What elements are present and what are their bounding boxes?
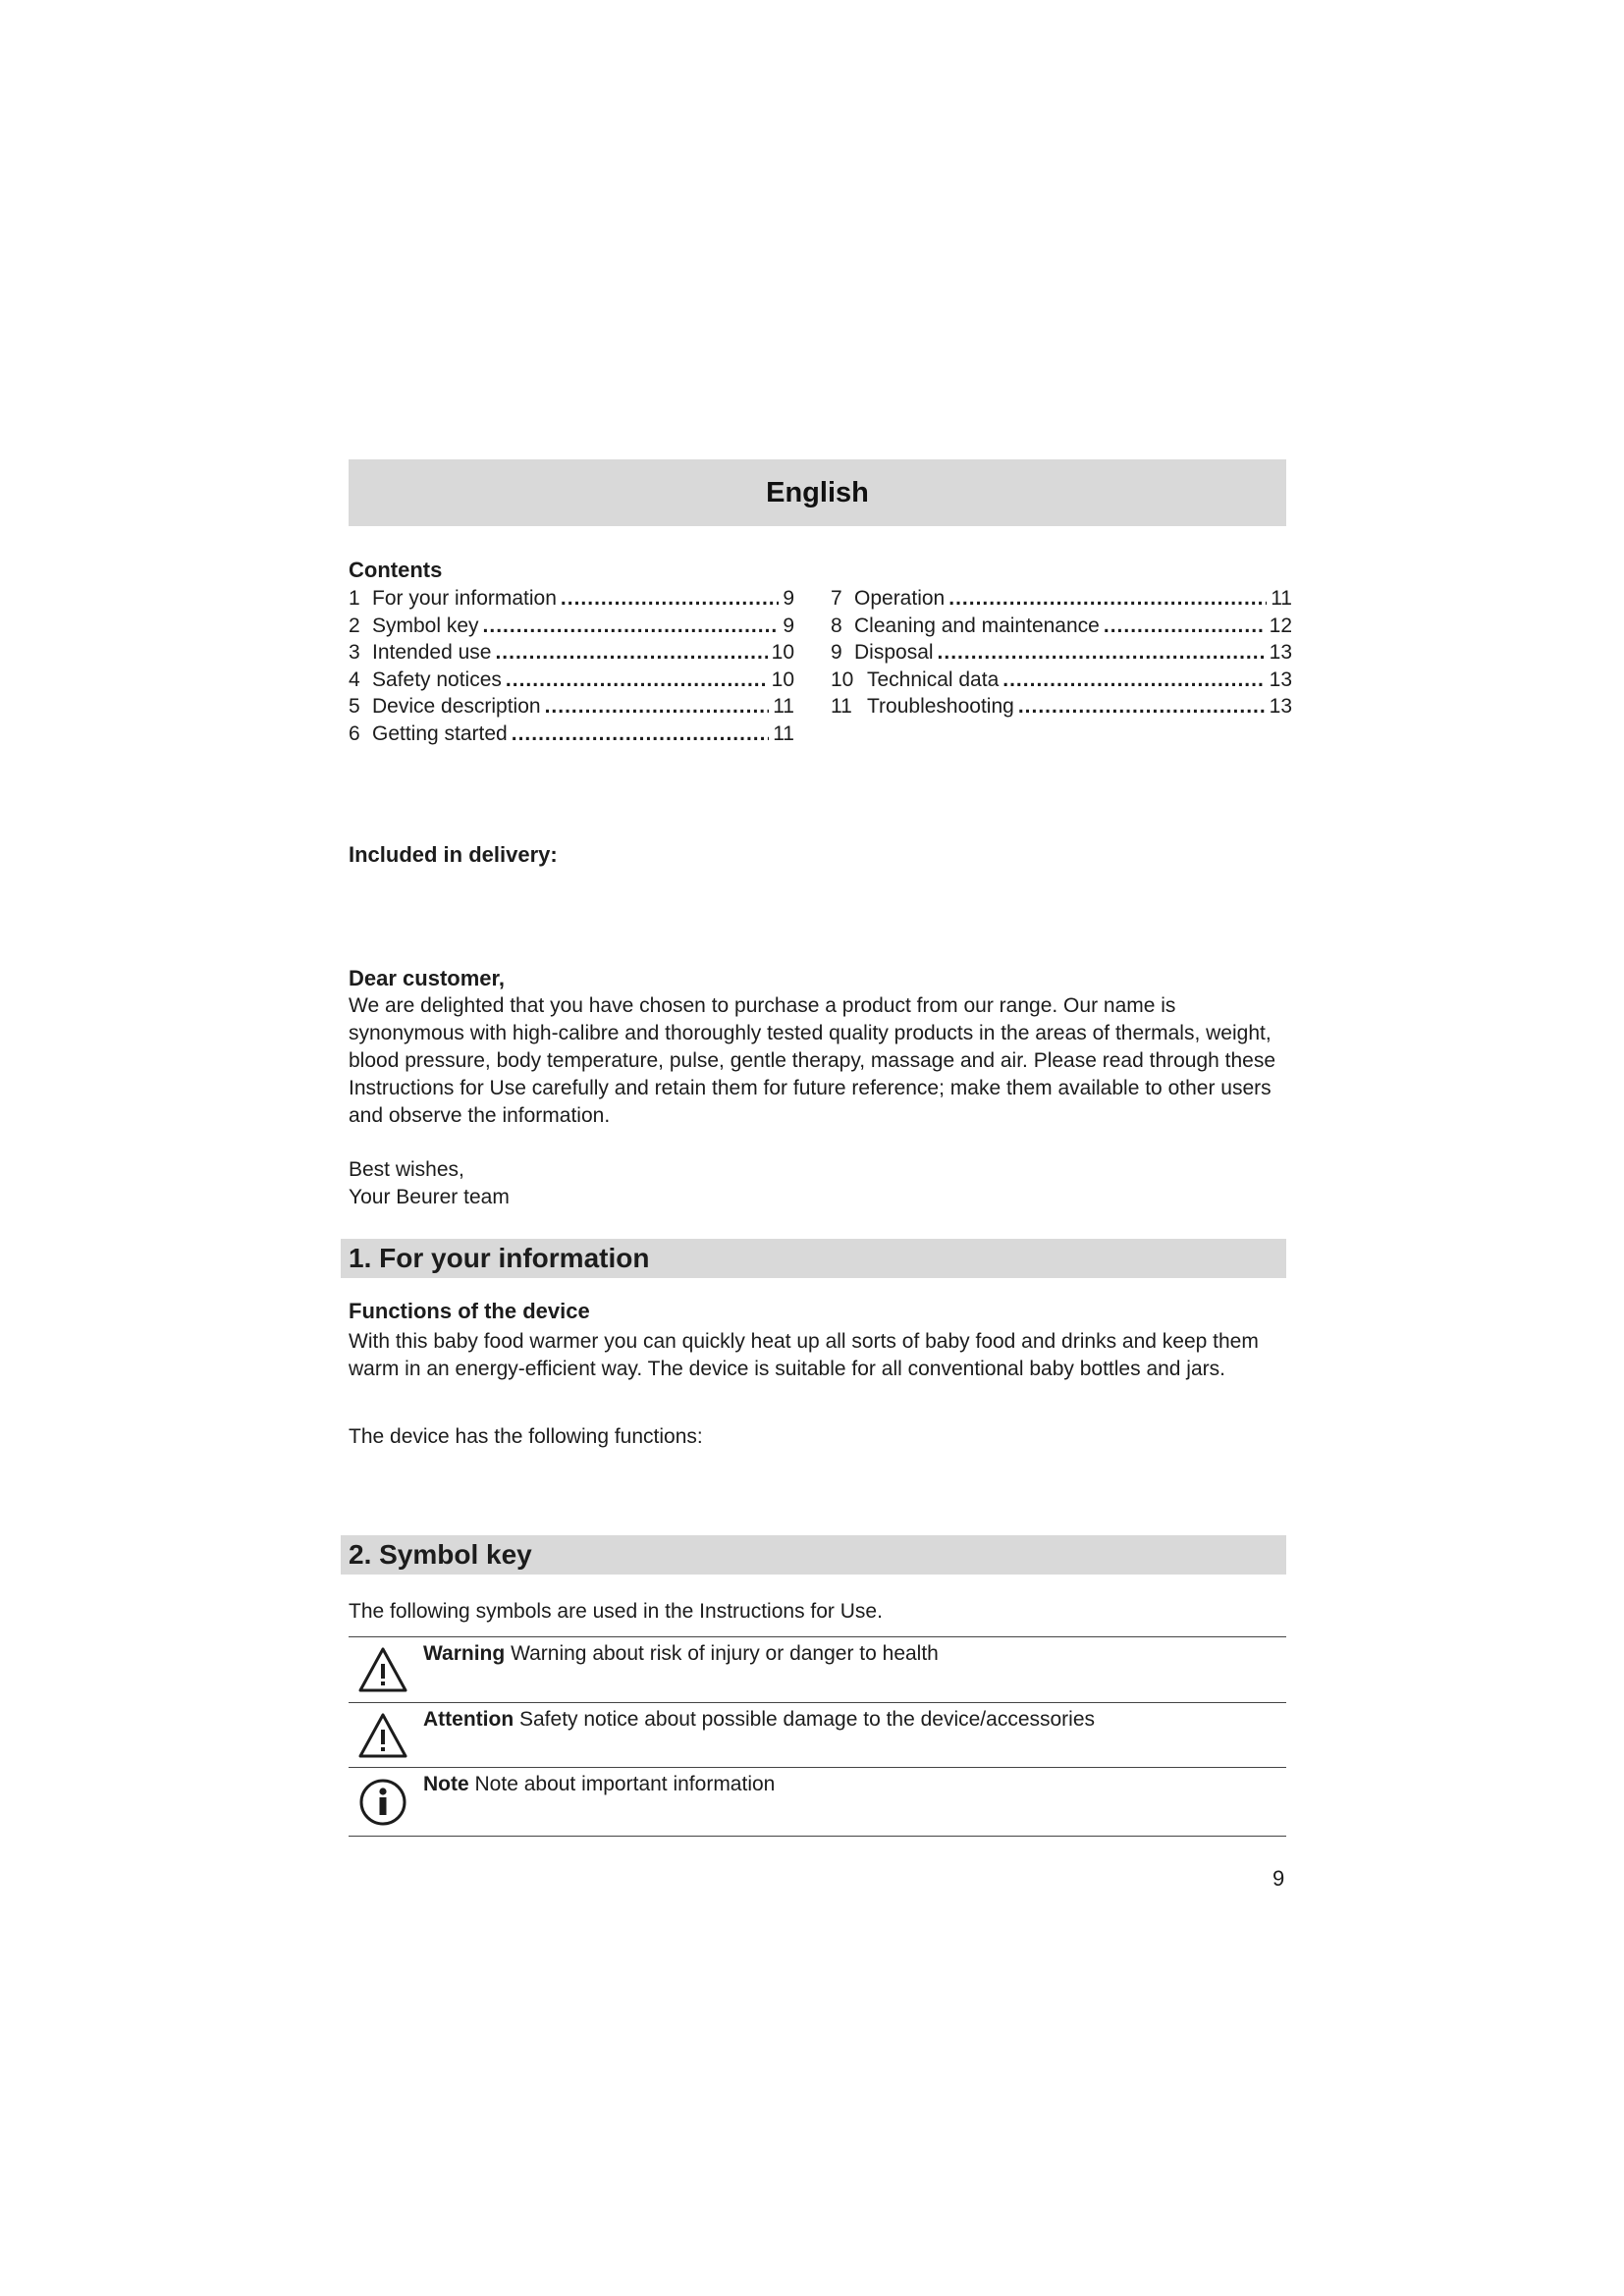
page-number: 9 <box>1272 1866 1285 1891</box>
toc-entry[interactable] <box>831 667 1292 694</box>
toc-entry-number: 11 <box>831 695 852 718</box>
table-divider <box>349 1836 1286 1837</box>
closing-signature: Your Beurer team <box>349 1186 510 1208</box>
symbol-description <box>423 1708 1095 1732</box>
section-heading-text: 1. For your information <box>349 1243 650 1273</box>
included-in-delivery-title: Included in delivery: <box>349 842 558 867</box>
toc-entry-page: 11 <box>1271 587 1292 610</box>
toc-entry[interactable] <box>349 721 794 748</box>
symbol-description <box>423 1642 939 1666</box>
toc-entry-number: 10 <box>831 667 854 691</box>
toc-entry-number: 8 <box>831 614 842 637</box>
toc-leader-dots <box>506 667 768 694</box>
symbol-term: Attention <box>423 1708 514 1731</box>
toc-leader-dots <box>561 585 779 613</box>
symbol-desc: Note about important information <box>474 1773 776 1795</box>
symbol-term: Warning <box>423 1642 506 1665</box>
toc-entry-label: For your information <box>372 587 557 610</box>
toc-entry-number: 4 <box>349 667 360 691</box>
symbol-description <box>423 1773 775 1796</box>
toc-entry[interactable] <box>349 667 794 694</box>
symbol-row-warning <box>349 1636 1286 1699</box>
toc-leader-dots <box>545 693 770 721</box>
functions-lead: The device has the following functions: <box>349 1425 703 1448</box>
attention-triangle-icon <box>358 1712 407 1759</box>
toc-entry-label: Symbol key <box>372 614 479 637</box>
toc-entry-label: Safety notices <box>372 667 502 691</box>
toc-entry-number: 1 <box>349 587 360 610</box>
toc-entry-page: 13 <box>1269 641 1292 664</box>
toc-entry-page: 9 <box>783 614 794 637</box>
toc-entry[interactable] <box>831 613 1292 640</box>
section-heading-text: 2. Symbol key <box>349 1539 532 1570</box>
toc-entry[interactable] <box>831 693 1292 721</box>
toc-entry-label: Operation <box>854 587 946 610</box>
toc-entry-number: 2 <box>349 614 360 637</box>
toc-entry[interactable] <box>349 585 794 613</box>
toc-entry[interactable] <box>349 613 794 640</box>
section-heading-symbol-key <box>341 1535 1286 1575</box>
dear-customer-title: Dear customer, <box>349 966 505 990</box>
toc-entry-page: 13 <box>1269 667 1292 691</box>
contents-title: Contents <box>349 558 443 582</box>
toc-entry-label: Technical data <box>867 667 1000 691</box>
symbol-key-intro: The following symbols are used in the Instructions for Use. <box>349 1600 883 1623</box>
toc-entry[interactable] <box>349 639 794 667</box>
symbol-desc: Safety notice about possible damage to the device/accessories <box>519 1708 1096 1731</box>
closing-greeting: Best wishes, <box>349 1158 464 1181</box>
symbol-term: Note <box>423 1773 469 1795</box>
toc-entry[interactable] <box>831 639 1292 667</box>
toc-entry-page: 13 <box>1269 695 1292 718</box>
info-circle-icon <box>358 1777 407 1828</box>
toc-entry-page: 10 <box>771 641 794 664</box>
toc-entry-page: 10 <box>771 667 794 691</box>
toc-entry-number: 9 <box>831 641 842 664</box>
toc-entry[interactable] <box>349 693 794 721</box>
toc-leader-dots <box>483 613 780 640</box>
toc-right-column <box>831 585 1292 721</box>
toc-entry-label: Disposal <box>854 641 934 664</box>
toc-entry-label: Troubleshooting <box>867 695 1014 718</box>
toc-entry-page: 12 <box>1269 614 1292 637</box>
toc-entry-number: 6 <box>349 721 360 745</box>
toc-entry-number: 3 <box>349 641 360 664</box>
dear-customer-body: We are delighted that you have chosen to purchase a product from our range. Our name is synonymous with high-calibre and thoroughly tested quality products in the areas of thermals, weight, blood pressure, body temperature, pulse, gentle therapy, massage and air. Please read through these Instructions for Use carefully and retain them for future reference; make them available to other users and observe the information. <box>349 994 1276 1127</box>
symbol-row-attention <box>349 1702 1286 1765</box>
symbol-row-note <box>349 1767 1286 1830</box>
toc-entry[interactable] <box>831 585 1292 613</box>
closing-block <box>349 1156 510 1211</box>
language-title: English <box>766 476 869 508</box>
toc-entry-page: 11 <box>773 695 794 718</box>
language-header <box>349 459 1286 526</box>
toc-entry-label: Cleaning and maintenance <box>854 614 1100 637</box>
toc-leader-dots <box>495 639 767 667</box>
toc-left-column <box>349 585 794 747</box>
functions-title: Functions of the device <box>349 1299 590 1323</box>
functions-body: With this baby food warmer you can quickly heat up all sorts of baby food and drinks and keep them warm in an energy-efficient way. The device is suitable for all conventional baby bottles and jars. <box>349 1330 1259 1380</box>
toc-entry-label: Getting started <box>372 721 508 745</box>
toc-entry-label: Device description <box>372 695 541 718</box>
toc-entry-number: 5 <box>349 695 360 718</box>
toc-leader-dots <box>1002 667 1265 694</box>
toc-leader-dots <box>1018 693 1266 721</box>
toc-entry-number: 7 <box>831 587 842 610</box>
toc-entry-page: 11 <box>773 721 794 745</box>
toc-leader-dots <box>938 639 1266 667</box>
warning-triangle-icon <box>358 1646 407 1693</box>
toc-entry-label: Intended use <box>372 641 492 664</box>
section-heading-for-your-information <box>341 1239 1286 1278</box>
toc-entry-page: 9 <box>783 587 794 610</box>
toc-leader-dots <box>948 585 1267 613</box>
toc-leader-dots <box>512 721 769 748</box>
toc-leader-dots <box>1104 613 1266 640</box>
symbol-desc: Warning about risk of injury or danger to health <box>511 1642 939 1665</box>
